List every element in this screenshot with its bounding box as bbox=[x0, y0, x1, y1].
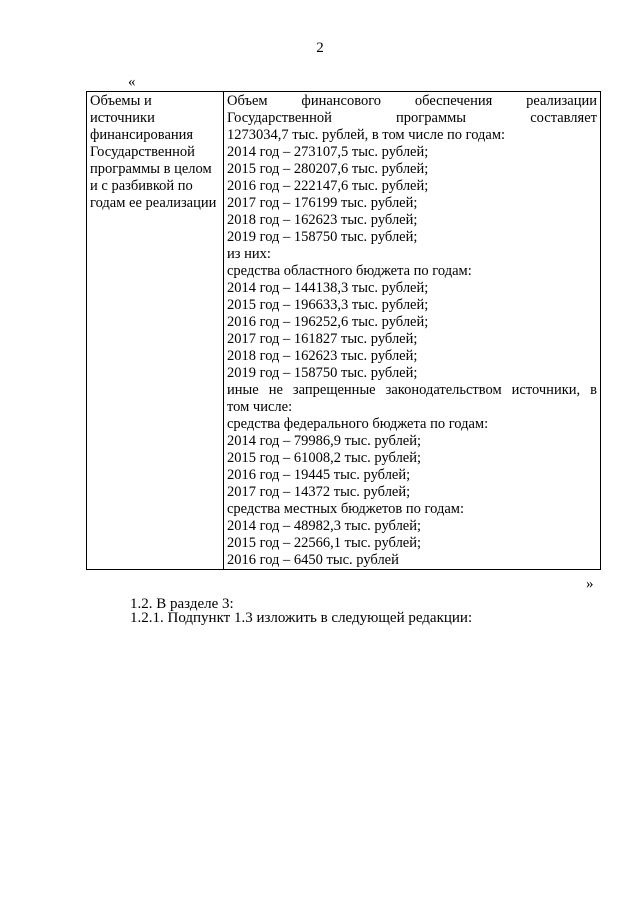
closing-quote: » bbox=[586, 576, 594, 592]
financing-table bbox=[86, 91, 601, 570]
opening-quote: « bbox=[128, 74, 136, 90]
right-line: 2015 год – 22566,1 тыс. рублей; bbox=[227, 535, 422, 551]
right-line: Государственной программы составляет bbox=[227, 110, 597, 126]
left-line: программы в целом bbox=[90, 161, 212, 177]
right-line: из них: bbox=[227, 246, 271, 262]
right-line: 2016 год – 19445 тыс. рублей; bbox=[227, 467, 411, 483]
left-line: источники bbox=[90, 110, 155, 126]
right-line: 2017 год – 14372 тыс. рублей; bbox=[227, 484, 411, 500]
right-line: средства местных бюджетов по годам: bbox=[227, 501, 464, 517]
row-label-cell bbox=[87, 92, 224, 570]
left-line: Объемы и bbox=[90, 93, 152, 109]
section-paragraph: 1.2. В разделе 3: bbox=[130, 596, 234, 612]
right-line: средства федерального бюджета по годам: bbox=[227, 416, 489, 432]
right-line: 2016 год – 222147,6 тыс. рублей; bbox=[227, 178, 429, 194]
right-line: иные не запрещенные законодательством источники, в bbox=[227, 382, 597, 398]
right-line: 2019 год – 158750 тыс. рублей; bbox=[227, 229, 418, 245]
right-line: 2018 год – 162623 тыс. рублей; bbox=[227, 212, 418, 228]
right-line: 1273034,7 тыс. рублей, в том числе по годам: bbox=[227, 127, 506, 143]
page-number: 2 bbox=[316, 40, 324, 56]
right-line: 2017 год – 176199 тыс. рублей; bbox=[227, 195, 418, 211]
right-line: 2019 год – 158750 тыс. рублей; bbox=[227, 365, 418, 381]
subsection-paragraph: 1.2.1. Подпункт 1.3 изложить в следующей редакции: bbox=[130, 610, 473, 626]
right-line: средства областного бюджета по годам: bbox=[227, 263, 472, 279]
right-line: 2014 год – 48982,3 тыс. рублей; bbox=[227, 518, 422, 534]
right-line: 2014 год – 79986,9 тыс. рублей; bbox=[227, 433, 422, 449]
right-line: 2016 год – 196252,6 тыс. рублей; bbox=[227, 314, 429, 330]
right-line: том числе: bbox=[227, 399, 293, 415]
table-row bbox=[87, 92, 601, 570]
left-line: и с разбивкой по bbox=[90, 178, 193, 194]
right-line: 2018 год – 162623 тыс. рублей; bbox=[227, 348, 418, 364]
right-line: 2015 год – 196633,3 тыс. рублей; bbox=[227, 297, 429, 313]
right-line: 2014 год – 273107,5 тыс. рублей; bbox=[227, 144, 429, 160]
right-line: 2017 год – 161827 тыс. рублей; bbox=[227, 331, 418, 347]
left-line: финансирования bbox=[90, 127, 194, 143]
row-value-cell bbox=[224, 92, 601, 570]
left-line: Государственной bbox=[90, 144, 195, 160]
right-line: 2015 год – 61008,2 тыс. рублей; bbox=[227, 450, 422, 466]
right-line: 2015 год – 280207,6 тыс. рублей; bbox=[227, 161, 429, 177]
right-line: Объем финансового обеспечения реализации bbox=[227, 93, 597, 109]
right-line: 2016 год – 6450 тыс. рублей bbox=[227, 552, 399, 568]
right-line: 2014 год – 144138,3 тыс. рублей; bbox=[227, 280, 429, 296]
left-line: годам ее реализации bbox=[90, 195, 217, 211]
